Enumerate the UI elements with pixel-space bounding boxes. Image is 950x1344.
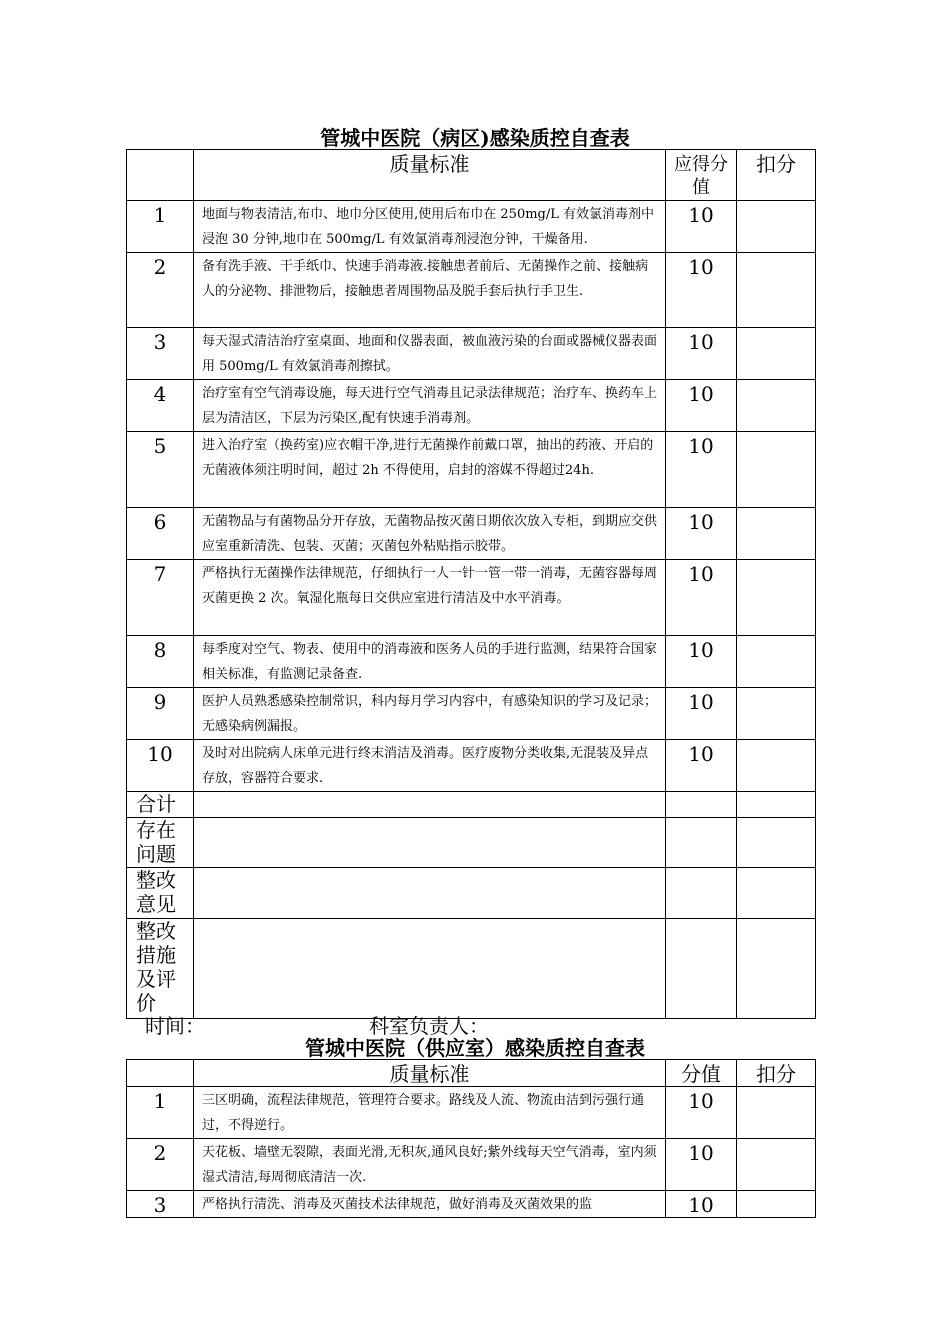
row-deduct-cell: [737, 253, 816, 328]
header-deduct: 扣分: [737, 1060, 816, 1087]
row-standard: 三区明确，流程法律规范，管理符合要求。路线及人流、物流由洁到污强行通过，不得逆行。: [194, 1087, 666, 1139]
total-label: 合计: [127, 792, 194, 818]
row-number: 9: [127, 688, 194, 740]
row-deduct-cell: [737, 380, 816, 432]
table-row: [127, 636, 816, 688]
row-score: 10: [666, 508, 737, 560]
measures-row: [127, 919, 816, 1019]
total-row: [127, 792, 816, 818]
row-number: 10: [127, 740, 194, 792]
table-row: [127, 201, 816, 253]
table-row: [127, 740, 816, 792]
row-score: 10: [666, 560, 737, 636]
table-row: [127, 1139, 816, 1191]
table-row: [127, 1087, 816, 1139]
problems-cell: [194, 818, 666, 868]
header-score: 应得分值: [666, 150, 737, 201]
row-score: 10: [666, 636, 737, 688]
table-row: [127, 688, 816, 740]
row-score: 10: [666, 1191, 737, 1218]
table-row: [127, 253, 816, 328]
row-number: 6: [127, 508, 194, 560]
measures-score-cell: [666, 919, 737, 1019]
problems-score-cell: [666, 818, 737, 868]
row-score: 10: [666, 253, 737, 328]
table-row: [127, 328, 816, 380]
row-number: 8: [127, 636, 194, 688]
opinion-row: [127, 868, 816, 919]
row-number: 7: [127, 560, 194, 636]
header-standard: 质量标准: [194, 150, 666, 201]
opinion-deduct-cell: [737, 868, 816, 919]
row-deduct-cell: [737, 201, 816, 253]
row-standard: 进入治疗室（换药室)应衣帽干净,进行无菌操作前戴口罩，抽出的药液、开启的无菌液体须注明时间，超过 2h 不得使用，启封的溶媒不得超过24h.: [194, 432, 666, 508]
row-deduct-cell: [737, 1191, 816, 1218]
row-deduct-cell: [737, 1139, 816, 1191]
table-row: [127, 508, 816, 560]
header-deduct: 扣分: [737, 150, 816, 201]
header-number-cell: [127, 150, 194, 201]
row-deduct-cell: [737, 508, 816, 560]
row-deduct-cell: [737, 688, 816, 740]
problems-label: 存在问题: [127, 818, 194, 868]
total-standard-cell: [194, 792, 666, 818]
row-number: 3: [127, 1191, 194, 1218]
row-number: 5: [127, 432, 194, 508]
row-standard: 地面与物表清洁,布巾、地巾分区使用,使用后布巾在 250mg/L 有效氯消毒剂中浸泡 30 分钟,地巾在 500mg/L 有效氯消毒剂浸泡分钟，干燥备用.: [194, 201, 666, 253]
row-number: 2: [127, 253, 194, 328]
row-standard: 备有洗手液、干手纸巾、快速手消毒液.接触患者前后、无菌操作之前、接触病人的分泌物、排泄物后，接触患者周围物品及脱手套后执行手卫生.: [194, 253, 666, 328]
row-standard: 严格执行无菌操作法律规范，仔细执行一人一针一管一带一消毒，无菌容器每周灭菌更换 2 次。氧湿化瓶每日交供应室进行清洁及中水平消毒。: [194, 560, 666, 636]
row-score: 10: [666, 688, 737, 740]
problems-row: [127, 818, 816, 868]
table-header-row: [127, 1060, 816, 1087]
opinion-label: 整改意见: [127, 868, 194, 919]
row-deduct-cell: [737, 560, 816, 636]
row-deduct-cell: [737, 1087, 816, 1139]
row-deduct-cell: [737, 740, 816, 792]
section-title: 管城中医院（供应室）感染质控自查表: [305, 1036, 645, 1060]
infection-control-table-supply: [126, 1059, 816, 1218]
infection-control-table-ward: [126, 149, 816, 1019]
row-score: 10: [666, 380, 737, 432]
table-row: [127, 1191, 816, 1218]
table-header-row: [127, 150, 816, 201]
time-label: 时间：: [145, 1014, 205, 1038]
header-score: 分值: [666, 1060, 737, 1087]
row-number: 2: [127, 1139, 194, 1191]
department-head-label: 科室负责人：: [369, 1014, 489, 1038]
total-score-cell: [666, 792, 737, 818]
measures-cell: [194, 919, 666, 1019]
table-row: [127, 432, 816, 508]
row-standard: 每季度对空气、物表、使用中的消毒液和医务人员的手进行监测，结果符合国家相关标准，有监测记录备查.: [194, 636, 666, 688]
row-score: 10: [666, 201, 737, 253]
row-standard: 无菌物品与有菌物品分开存放，无菌物品按灭菌日期依次放入专柜，到期应交供应室重新清洗、包装、灭菌；灭菌包外粘贴指示胶带。: [194, 508, 666, 560]
total-deduct-cell: [737, 792, 816, 818]
row-standard: 每天湿式清洁治疗室桌面、地面和仪器表面，被血液污染的台面或器械仪器表面用 500mg/L 有效氯消毒剂擦拭。: [194, 328, 666, 380]
table-row: [127, 380, 816, 432]
page-title: 管城中医院（病区)感染质控自查表: [320, 126, 630, 150]
row-deduct-cell: [737, 636, 816, 688]
row-number: 4: [127, 380, 194, 432]
row-standard: 天花板、墙壁无裂隙，表面光滑,无积灰,通风良好;紫外线每天空气消毒，室内须湿式清洁,每周彻底清洁一次.: [194, 1139, 666, 1191]
row-standard: 及时对出院病人床单元进行终末消洁及消毒。医疗废物分类收集,无混装及异点存放，容器符合要求.: [194, 740, 666, 792]
header-standard: 质量标准: [194, 1060, 666, 1087]
row-score: 10: [666, 1087, 737, 1139]
opinion-cell: [194, 868, 666, 919]
row-score: 10: [666, 328, 737, 380]
table-row: [127, 560, 816, 636]
row-standard: 治疗室有空气消毒设施，每天进行空气消毒且记录法律规范；治疗车、换药车上层为清洁区，下层为污染区,配有快速手消毒剂。: [194, 380, 666, 432]
row-standard: 严格执行清洗、消毒及灭菌技术法律规范，做好消毒及灭菌效果的监: [194, 1191, 666, 1218]
header-number-cell: [127, 1060, 194, 1087]
row-deduct-cell: [737, 432, 816, 508]
problems-deduct-cell: [737, 818, 816, 868]
row-standard: 医护人员熟悉感染控制常识，科内每月学习内容中，有感染知识的学习及记录；无感染病例漏报。: [194, 688, 666, 740]
row-number: 3: [127, 328, 194, 380]
opinion-score-cell: [666, 868, 737, 919]
row-number: 1: [127, 1087, 194, 1139]
measures-deduct-cell: [737, 919, 816, 1019]
row-score: 10: [666, 740, 737, 792]
row-score: 10: [666, 432, 737, 508]
row-score: 10: [666, 1139, 737, 1191]
measures-label: 整改措施及评价: [127, 919, 194, 1019]
row-number: 1: [127, 201, 194, 253]
row-deduct-cell: [737, 328, 816, 380]
